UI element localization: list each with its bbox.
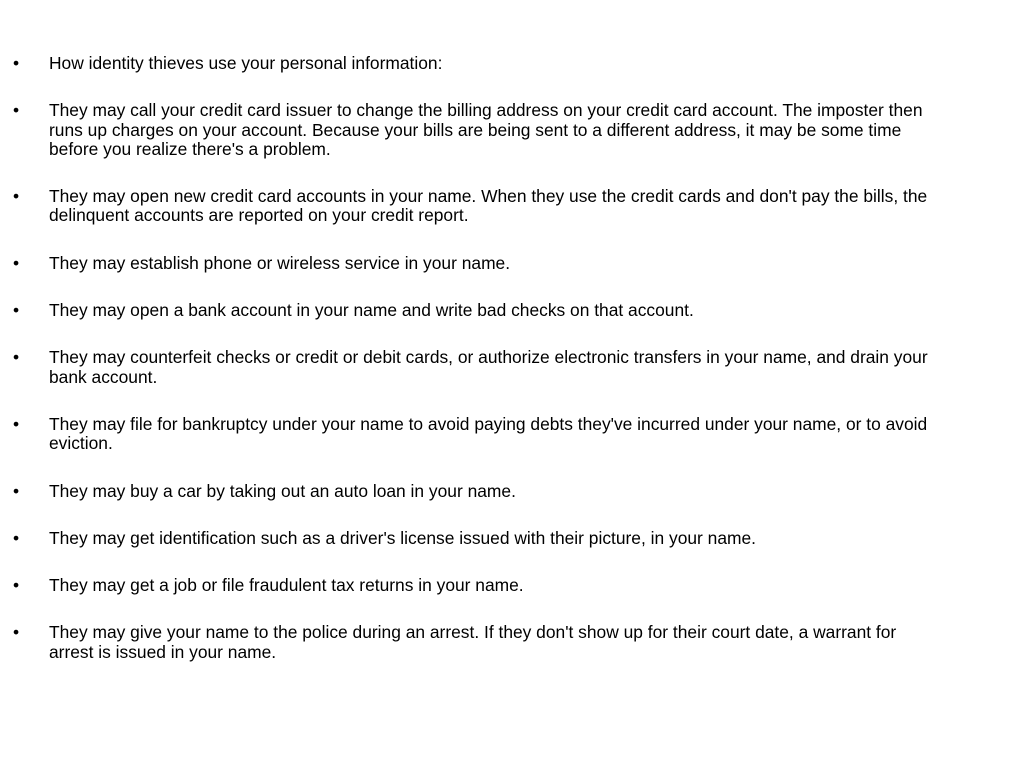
bullet-text: How identity thieves use your personal information: xyxy=(49,53,443,73)
bullet-icon: • xyxy=(13,100,20,121)
bullet-icon: • xyxy=(13,347,20,368)
bullet-icon: • xyxy=(13,300,20,321)
bullet-icon: • xyxy=(13,252,20,273)
bullet-text: They may get a job or file fraudulent tax returns in your name. xyxy=(49,575,524,596)
list-item xyxy=(0,187,1024,226)
list-item xyxy=(0,348,1024,387)
bullet-text: They may get identification such as a driver's license issued with their picture, in your name. xyxy=(49,527,757,548)
bullet-icon: • xyxy=(13,480,20,501)
bullet-text: They may give your name to the police during an arrest. If they don't show up for their court date, a warrant for arrest is issued in your name. xyxy=(49,622,897,662)
bullet-icon: • xyxy=(13,186,20,207)
bullet-text: They may call your credit card issuer to change the billing address on your credit card account. The imposter then runs up charges on your account. Because your bills are being sent to a different address, it may be some time before you realize there's a problem. xyxy=(49,100,923,159)
list-item xyxy=(0,301,1024,320)
bullet-icon: • xyxy=(13,622,20,643)
list-item xyxy=(0,54,1024,73)
bullet-text: They may counterfeit checks or credit or debit cards, or authorize electronic transfers in your name, and drain your bank account. xyxy=(49,347,928,387)
list-item xyxy=(0,576,1024,595)
bullet-text: They may file for bankruptcy under your name to avoid paying debts they've incurred under your name, or to avoid eviction. xyxy=(49,413,928,454)
bullet-list xyxy=(0,54,1024,690)
list-item xyxy=(0,254,1024,273)
list-item xyxy=(0,101,1024,159)
bullet-icon: • xyxy=(13,527,20,548)
list-item xyxy=(0,482,1024,501)
bullet-icon: • xyxy=(13,413,20,434)
list-item xyxy=(0,529,1024,548)
bullet-text: They may open new credit card accounts in your name. When they use the credit cards and don't pay the bills, the delinquent accounts are reported on your credit report. xyxy=(49,186,928,226)
bullet-text: They may establish phone or wireless service in your name. xyxy=(49,252,511,273)
list-item xyxy=(0,415,1024,454)
list-item xyxy=(0,623,1024,662)
bullet-text: They may buy a car by taking out an auto loan in your name. xyxy=(49,480,516,501)
bullet-text: They may open a bank account in your name and write bad checks on that account. xyxy=(49,300,694,321)
bullet-icon: • xyxy=(13,53,20,73)
bullet-icon: • xyxy=(13,575,20,596)
